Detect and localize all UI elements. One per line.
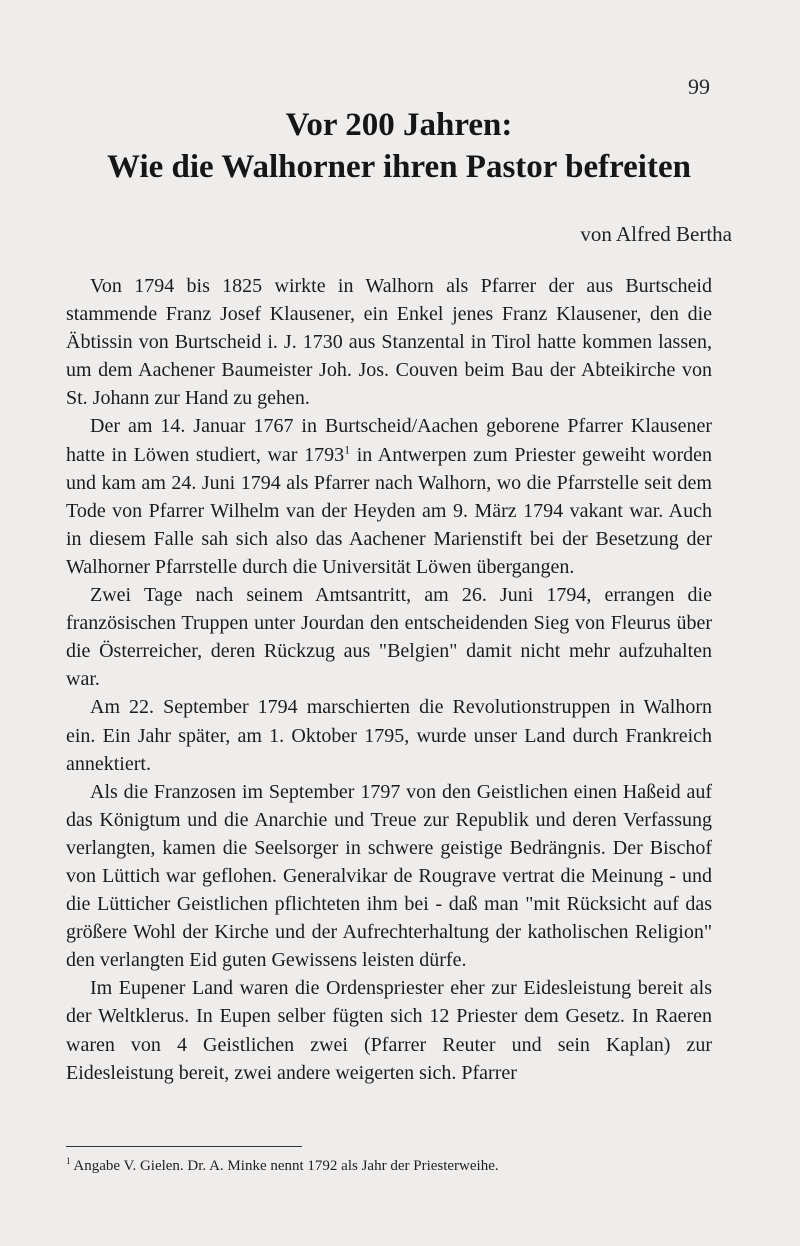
footnote-marker: 1 bbox=[66, 1156, 71, 1166]
title-line-2: Wie die Walhorner ihren Pastor befreiten bbox=[107, 149, 691, 185]
footnote bbox=[66, 1156, 712, 1176]
article-title bbox=[64, 104, 734, 188]
footnote-text: Angabe V. Gielen. Dr. A. Minke nennt 1792 als Jahr der Priesterweihe. bbox=[70, 1158, 499, 1174]
article-body bbox=[66, 272, 712, 1087]
paragraph-text: in Antwerpen zum Priester geweiht worden und kam am 24. Juni 1794 als Pfarrer nach Walhorn, wo die Pfarrstelle seit dem Tode von Pfarrer Wilhelm van der Heyden am 9. März 1794 vakant war. Auch in diesem Falle sah sich also das Aachener Marienstift bei der Besetzung der Walhorner Pfarrstelle durch die Universität Löwen übergangen. bbox=[66, 443, 712, 578]
paragraph: Zwei Tage nach seinem Amtsantritt, am 26. Juni 1794, errangen die französischen Truppen unter Jourdan den entscheidenden Sieg von Fleurus über die Österreicher, deren Rückzug aus "Belgien" damit nicht mehr aufzuhalten war. bbox=[66, 584, 712, 691]
footnote-reference: 1 bbox=[344, 441, 351, 456]
author-byline: von Alfred Bertha bbox=[580, 222, 732, 246]
page-number: 99 bbox=[688, 74, 710, 99]
paragraph-text: Der am 14. Januar 1767 in Burtscheid/Aachen geborene Pfarrer Klausener hatte in Löwen studiert, war 1793 bbox=[66, 415, 712, 466]
title-line-1: Vor 200 Jahren: bbox=[285, 107, 513, 143]
paragraph: Im Eupener Land waren die Ordenspriester eher zur Eidesleistung bereit als der Weltklerus. In Eupen selber fügten sich 12 Priester dem Gesetz. In Raeren waren von 4 Geistlichen zwei (Pfarrer Reuter und sein Kaplan) zur Eidesleistung bereit, zwei andere weigerten sich. Pfarrer bbox=[66, 977, 712, 1084]
footnote-divider bbox=[66, 1146, 302, 1147]
paragraph: Von 1794 bis 1825 wirkte in Walhorn als Pfarrer der aus Burtscheid stammende Franz Josef Klausener, ein Enkel jenes Franz Klausener, den die Äbtissin von Burtscheid i. J. 1730 aus Stanzental in Tirol hatte kommen lassen, um dem Aachener Baumeister Joh. Jos. Couven beim Bau der Abteikirche von St. Johann zur Hand zu gehen. bbox=[66, 275, 712, 410]
paragraph: Am 22. September 1794 marschierten die Revolutionstruppen in Walhorn ein. Ein Jahr später, am 1. Oktober 1795, wurde unser Land durch Frankreich annektiert. bbox=[66, 696, 712, 775]
paragraph: Als die Franzosen im September 1797 von den Geistlichen einen Haßeid auf das Königtum und die Anarchie und Treue zur Republik und deren Verfassung verlangten, kamen die Seelsorger in schwere geistige Bedrängnis. Der Bischof von Lüttich war geflohen. Generalvikar de Rougrave vertrat die Meinung - und die Lütticher Geistlichen pflichteten ihm bei - daß man "mit Rücksicht auf das größere Wohl der Kirche und der Aufrechterhaltung der katholischen Religion" den verlangten Eid guten Gewissens leisten dürfe. bbox=[66, 780, 712, 972]
paragraph bbox=[66, 412, 712, 581]
